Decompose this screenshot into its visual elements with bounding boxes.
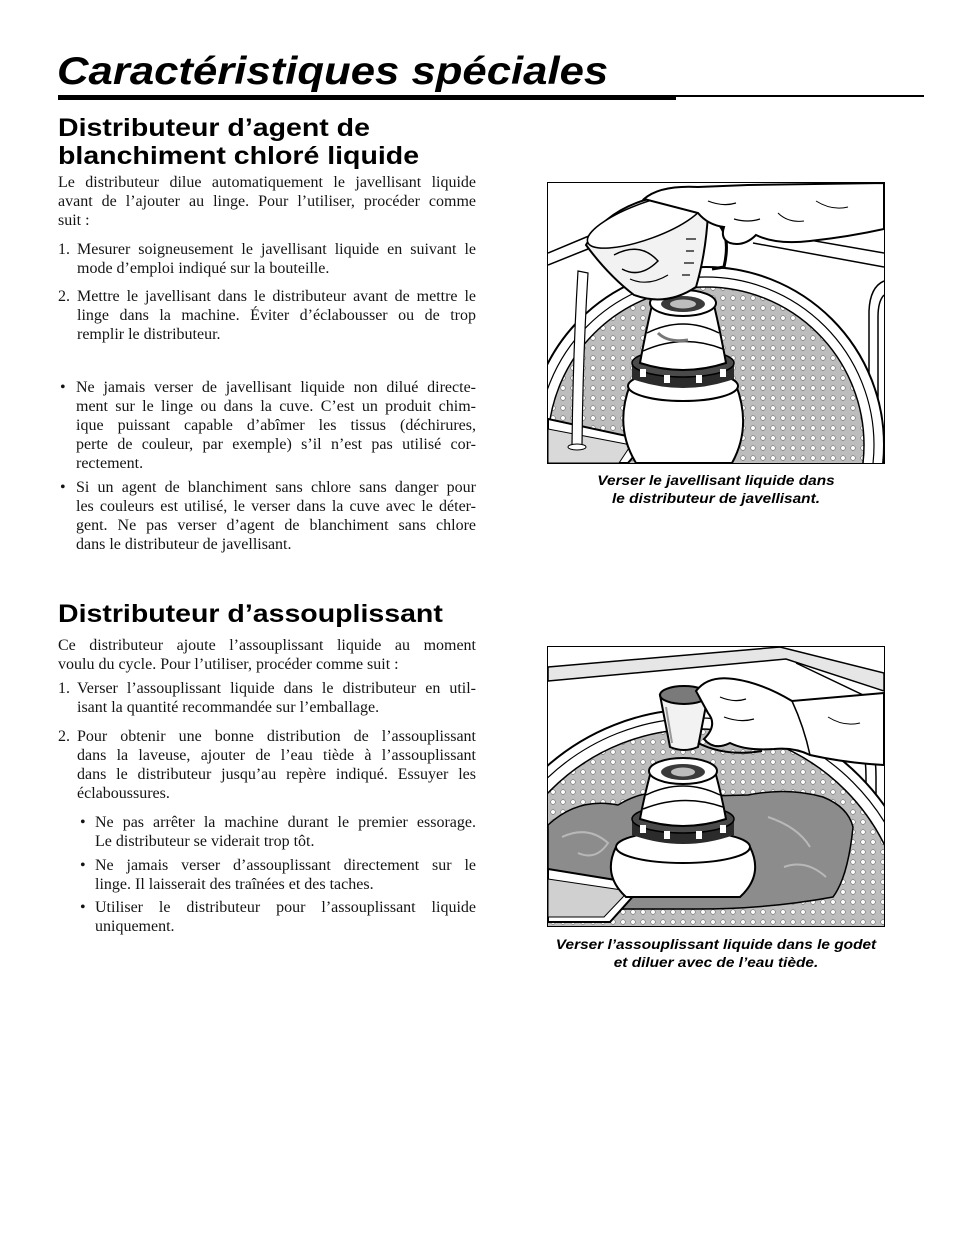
bullet: • xyxy=(60,379,66,396)
text-line: ique puissant capable d’abîmer les tissus (déchirures, xyxy=(76,417,476,434)
title-rule-thin xyxy=(676,95,924,97)
bleach-warning-1 xyxy=(58,378,476,473)
figure-bleach-dispenser xyxy=(547,182,885,464)
bullet: • xyxy=(80,899,86,916)
text-line: dans le distributeur jusqu’au repère indiqué. Essuyer les xyxy=(77,766,476,783)
figure-caption-softener xyxy=(530,935,902,971)
bleach-step-1 xyxy=(58,240,476,278)
text-line: gent. Ne pas verser d’agent de blanchiment sans chlore xyxy=(76,517,476,534)
text-line: mode d’emploi indiqué sur la bouteille. xyxy=(77,260,330,277)
text-line: Si un agent de blanchiment sans chlore sans danger pour xyxy=(76,479,476,496)
text-line: Ce distributeur ajoute l’assouplissant liquide au moment xyxy=(58,637,476,654)
bleach-illustration xyxy=(548,183,884,463)
text-line: Ne jamais verser d’assouplissant directement sur le xyxy=(95,857,476,874)
heading-line: Distributeur d’assouplissant xyxy=(58,600,443,628)
text-line: ment sur le linge ou dans la cuve. C’est un produit chim- xyxy=(76,398,476,415)
text-line: suit : xyxy=(58,212,90,229)
text-line: avant de l’ajouter au linge. Pour l’utiliser, procéder comme xyxy=(58,193,476,210)
text-line: isant la quantité recommandée sur l’emballage. xyxy=(77,699,380,716)
bullet: • xyxy=(80,857,86,874)
figure-caption-bleach xyxy=(530,471,902,507)
softener-note-2 xyxy=(58,856,476,894)
text-line: uniquement. xyxy=(95,918,175,935)
text-line: Le distributeur se viderait trop tôt. xyxy=(95,833,315,850)
text-line: remplir le distributeur. xyxy=(77,326,221,343)
bullet: • xyxy=(60,479,66,496)
text-line: perte de couleur, par exemple) s’il n’est pas utilisé cor- xyxy=(76,436,476,453)
section-heading-softener xyxy=(58,600,443,628)
caption-line: et diluer avec de l’eau tiède. xyxy=(613,954,819,970)
text-line: Ne jamais verser de javellisant liquide non dilué directe- xyxy=(76,379,476,396)
text-line: Mettre le javellisant dans le distributeur avant de mettre le xyxy=(77,288,476,305)
softener-step-2 xyxy=(58,727,476,803)
caption-line: Verser l’assouplissant liquide dans le godet xyxy=(555,936,877,952)
text-line: Utiliser le distributeur pour l’assouplissant liquide xyxy=(95,899,476,916)
text-line: voulu du cycle. Pour l’utiliser, procéder comme suit : xyxy=(58,656,399,673)
step-number: 1. xyxy=(58,680,70,697)
softener-note-1 xyxy=(58,813,476,851)
caption-line: Verser le javellisant liquide dans xyxy=(597,472,835,488)
text-line: dans le distributeur de javellisant. xyxy=(76,536,292,553)
text-line: rectement. xyxy=(76,455,144,472)
section-heading-bleach xyxy=(58,114,419,170)
bleach-step-2 xyxy=(58,287,476,344)
step-number: 2. xyxy=(58,288,70,305)
heading-line: blanchiment chloré liquide xyxy=(58,142,420,170)
text-line: linge dans la machine. Éviter d’éclabousser ou de trop xyxy=(77,307,476,324)
text-line: dans la laveuse, ajouter de l’eau tiède à l’assouplissant xyxy=(77,747,476,764)
text-line: linge. Il laisserait des traînées et des taches. xyxy=(95,876,374,893)
softener-intro xyxy=(58,636,476,674)
heading-line: Distributeur d’agent de xyxy=(58,114,370,142)
page-title: Caractéristiques spéciales xyxy=(57,50,609,93)
figure-softener-dispenser xyxy=(547,646,885,927)
title-rule-thick xyxy=(58,95,676,100)
step-number: 1. xyxy=(58,241,70,258)
step-number: 2. xyxy=(58,728,70,745)
text-line: les couleurs est utilisé, le verser dans la cuve avec le déter- xyxy=(76,498,476,515)
text-line: Ne pas arrêter la machine durant le premier essorage. xyxy=(95,814,476,831)
bullet: • xyxy=(80,814,86,831)
text-line: Verser l’assouplissant liquide dans le distributeur en util- xyxy=(77,680,476,697)
text-line: Mesurer soigneusement le javellisant liquide en suivant le xyxy=(77,241,476,258)
text-line: Le distributeur dilue automatiquement le javellisant liquide xyxy=(58,174,476,191)
softener-step-1 xyxy=(58,679,476,717)
softener-note-3 xyxy=(58,898,476,936)
softener-illustration xyxy=(548,647,884,926)
bleach-warning-2 xyxy=(58,478,476,554)
text-line: éclaboussures. xyxy=(77,785,170,802)
caption-line: le distributeur de javellisant. xyxy=(612,490,820,506)
text-line: Pour obtenir une bonne distribution de l’assouplissant xyxy=(77,728,476,745)
bleach-intro xyxy=(58,173,476,230)
